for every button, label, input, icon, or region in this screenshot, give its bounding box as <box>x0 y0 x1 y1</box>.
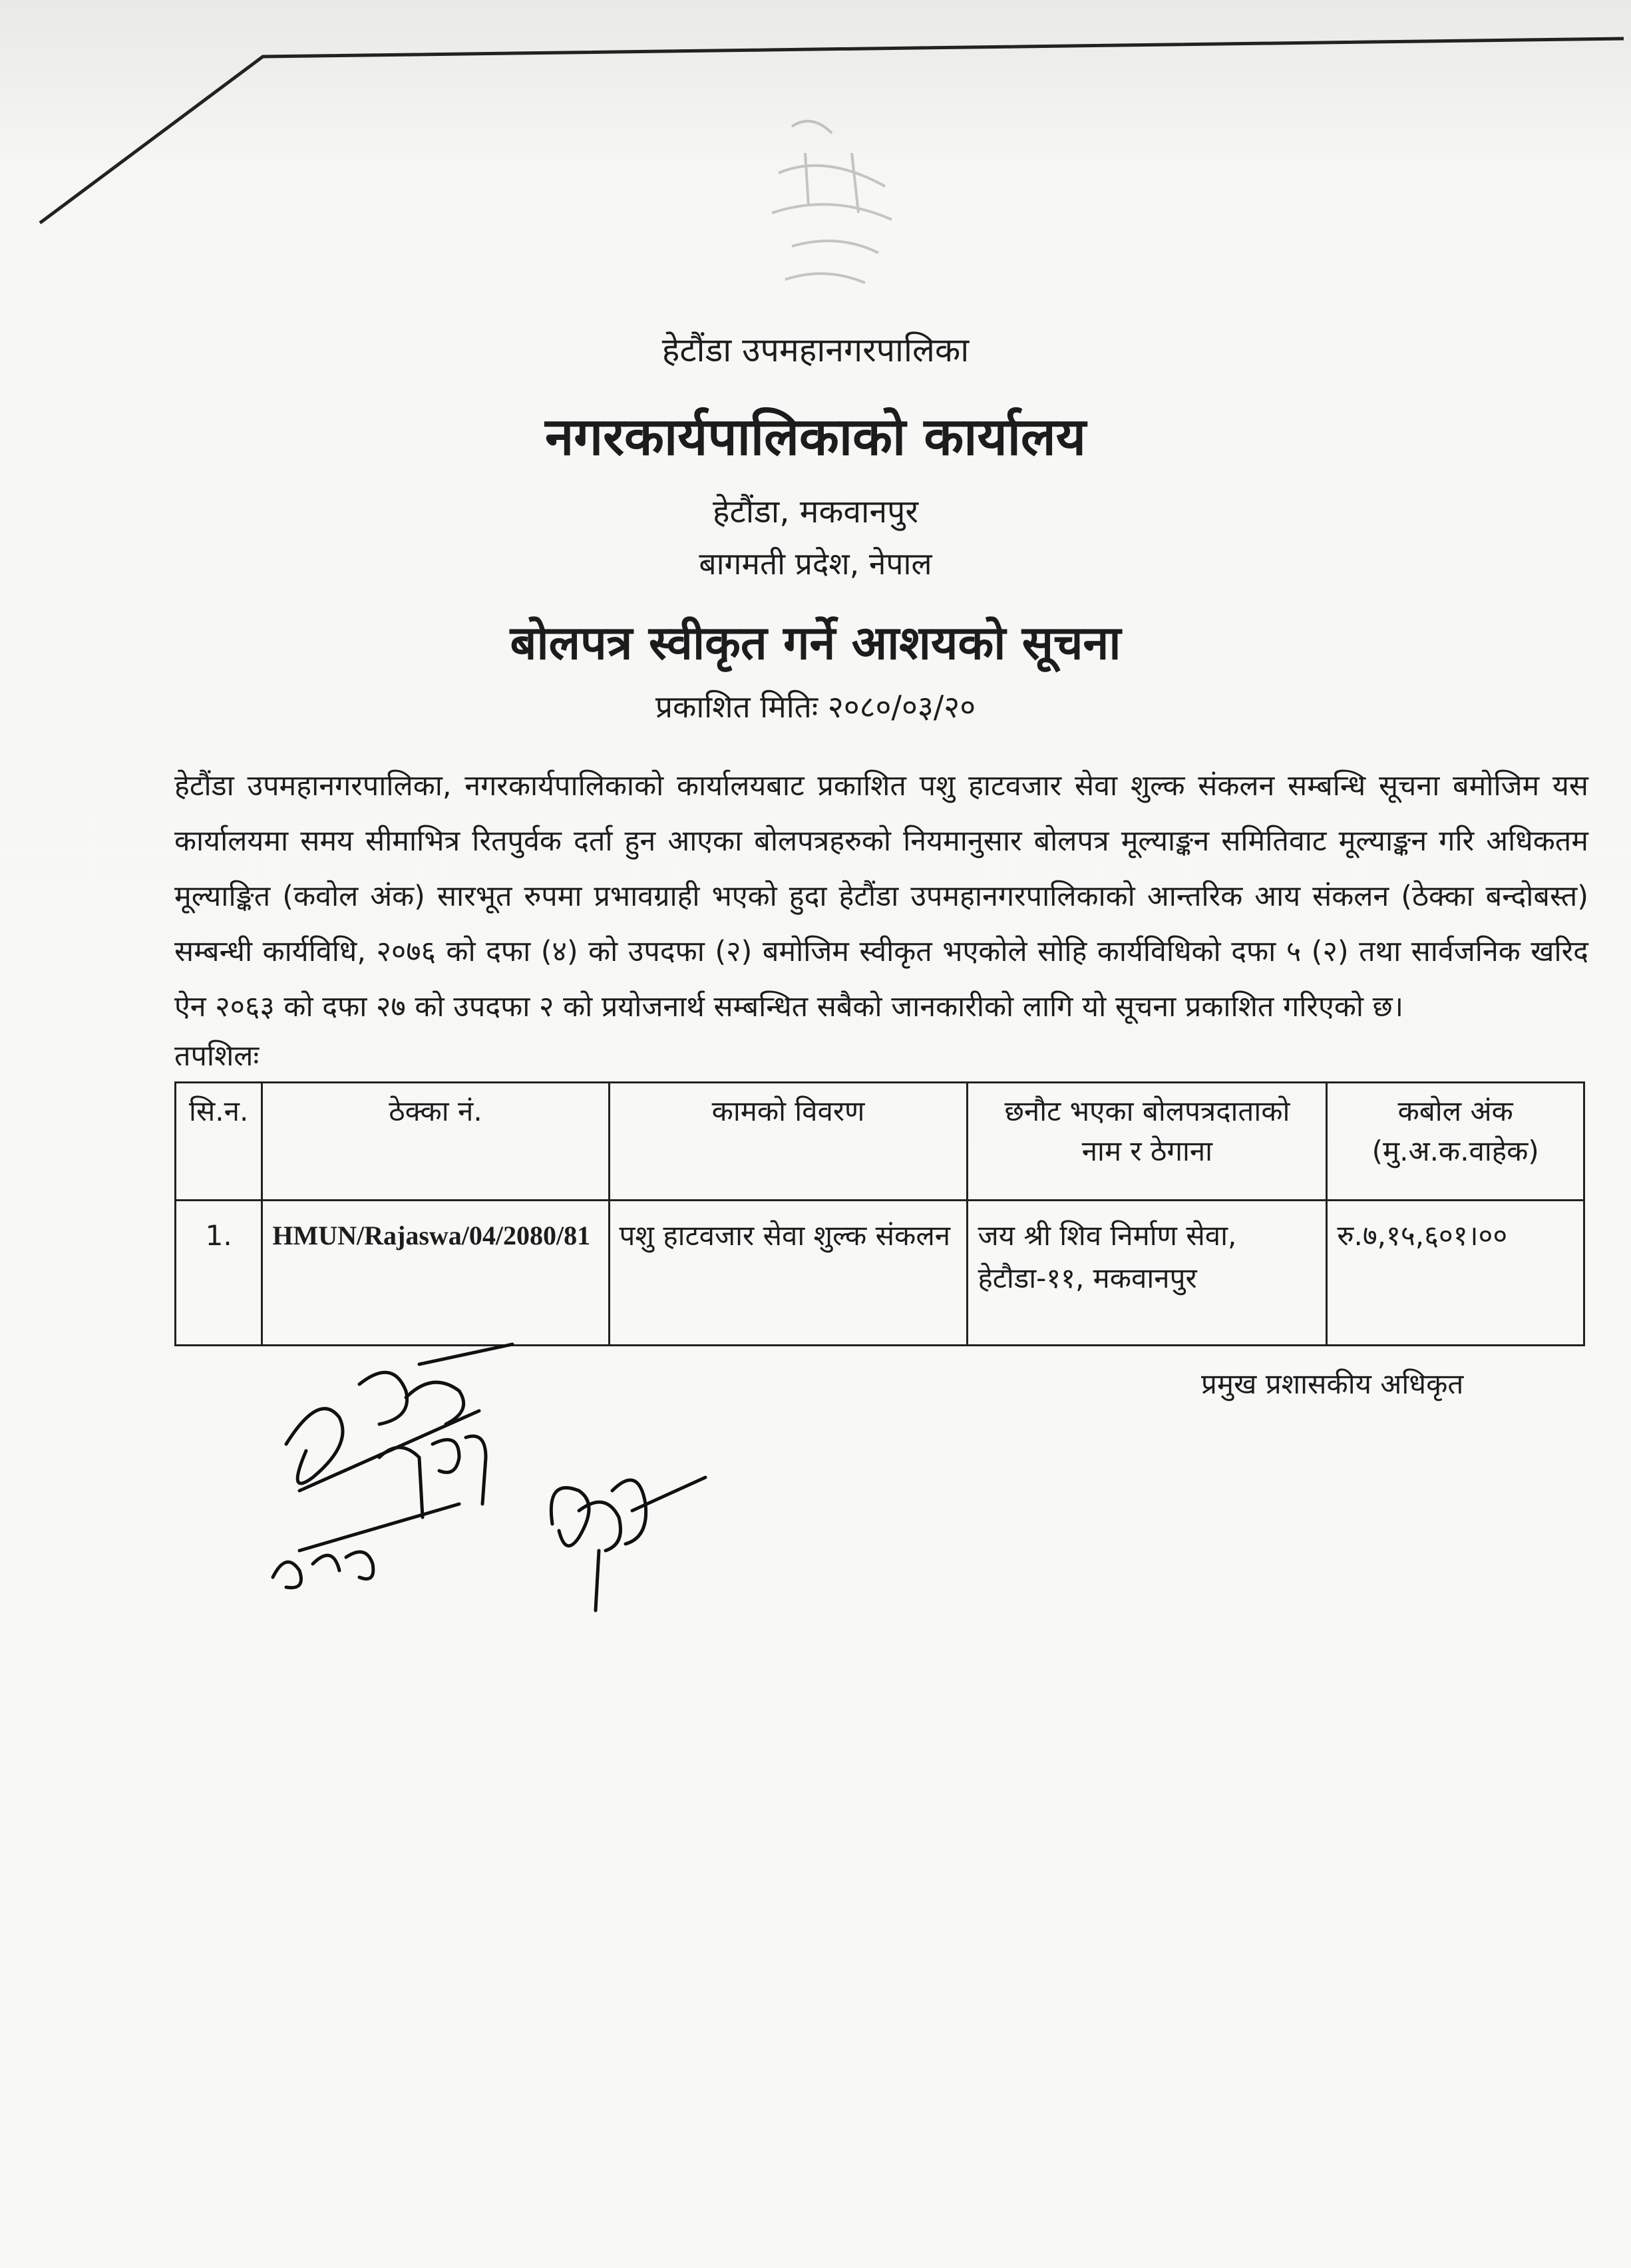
table-header-row <box>176 1083 1584 1201</box>
details-label: तपशिलः <box>174 1040 260 1073</box>
handwritten-signature-left <box>260 1331 539 1610</box>
table-row <box>176 1201 1584 1346</box>
notice-title: बोलपत्र स्वीकृत गर्ने आशयको सूचना <box>510 616 1121 670</box>
contract-table <box>174 1081 1585 1346</box>
header-contract-no: ठेक्का नं. <box>262 1083 609 1201</box>
cell-bidder <box>968 1201 1327 1346</box>
office-location: हेटौंडा, मकवानपुर <box>713 493 918 530</box>
cell-contract-no: HMUN/Rajaswa/04/2080/81 <box>262 1201 609 1346</box>
cell-bidder-address: हेटौडा-११, मकवानपुर <box>978 1262 1197 1294</box>
header-bid-line1: कबोल अंक <box>1397 1095 1513 1127</box>
header-work-description: कामको विवरण <box>609 1083 968 1201</box>
header-bid-line2: (मु.अ.क.वाहेक) <box>1371 1135 1539 1167</box>
municipality-name: हेटौंडा उपमहानगरपालिका <box>661 331 970 369</box>
header-bidder-line2: नाम र ठेगाना <box>1081 1135 1213 1167</box>
cell-work-description: पशु हाटवजार सेवा शुल्क संकलन <box>609 1201 968 1346</box>
header-sn: सि.न. <box>176 1083 262 1201</box>
cell-sn: 1. <box>176 1201 262 1346</box>
office-seal-stamp <box>752 113 905 313</box>
officer-title: प्रमुख प्रशासकीय अधिकृत <box>1201 1368 1464 1400</box>
header-bidder-line1: छनौट भएका बोलपत्रदाताको <box>1004 1095 1290 1127</box>
notice-body: हेटौंडा उपमहानगरपालिका, नगरकार्यपालिकाको कार्यालयबाट प्रकाशित पशु हाटवजार सेवा शुल्क संकलन सम्बन्धि सूचना बमोजिम यस कार्यालयमा समय सीमाभित्र रितपुर्वक दर्ता हुन आएका बोलपत्रहरुको नियमानुसार बोलपत्र मूल्याङ्कन समितिवाट मूल्याङ्कन गरि अधिकतम मूल्याङ्कित (कवोल अंक) सारभूत रुपमा प्रभावग्राही भएको हुदा हेटौंडा उपमहानगरपालिकाको आन्तरिक आय संकलन (ठेक्का बन्दोबस्त) सम्बन्धी कार्यविधि, २०७६ को दफा (४) को उपदफा (२) बमोजिम स्वीकृत भएकोले सोहि कार्यविधिको दफा ५ (२) तथा सार्वजनिक खरिद ऐन २०६३ को दफा २७ को उपदफा २ को प्रयोजनार्थ सम्बन्धित सबैको जानकारीको लागि यो सूचना प्रकाशित गरिएको छ। <box>174 769 1588 1024</box>
office-name: नगरकार्यपालिकाको कार्यालय <box>544 407 1087 467</box>
cell-bidder-name: जय श्री शिव निर्माण सेवा, <box>978 1219 1237 1252</box>
header-bid-amount <box>1327 1083 1584 1201</box>
province-country: बागमती प्रदेश, नेपाल <box>699 546 932 582</box>
handwritten-signature-right <box>539 1451 712 1624</box>
published-date: प्रकाशित मितिः २०८०/०३/२० <box>655 689 976 725</box>
cell-bid-amount: रु.७,१५,६०१।०० <box>1327 1201 1584 1346</box>
header-bidder <box>968 1083 1327 1201</box>
